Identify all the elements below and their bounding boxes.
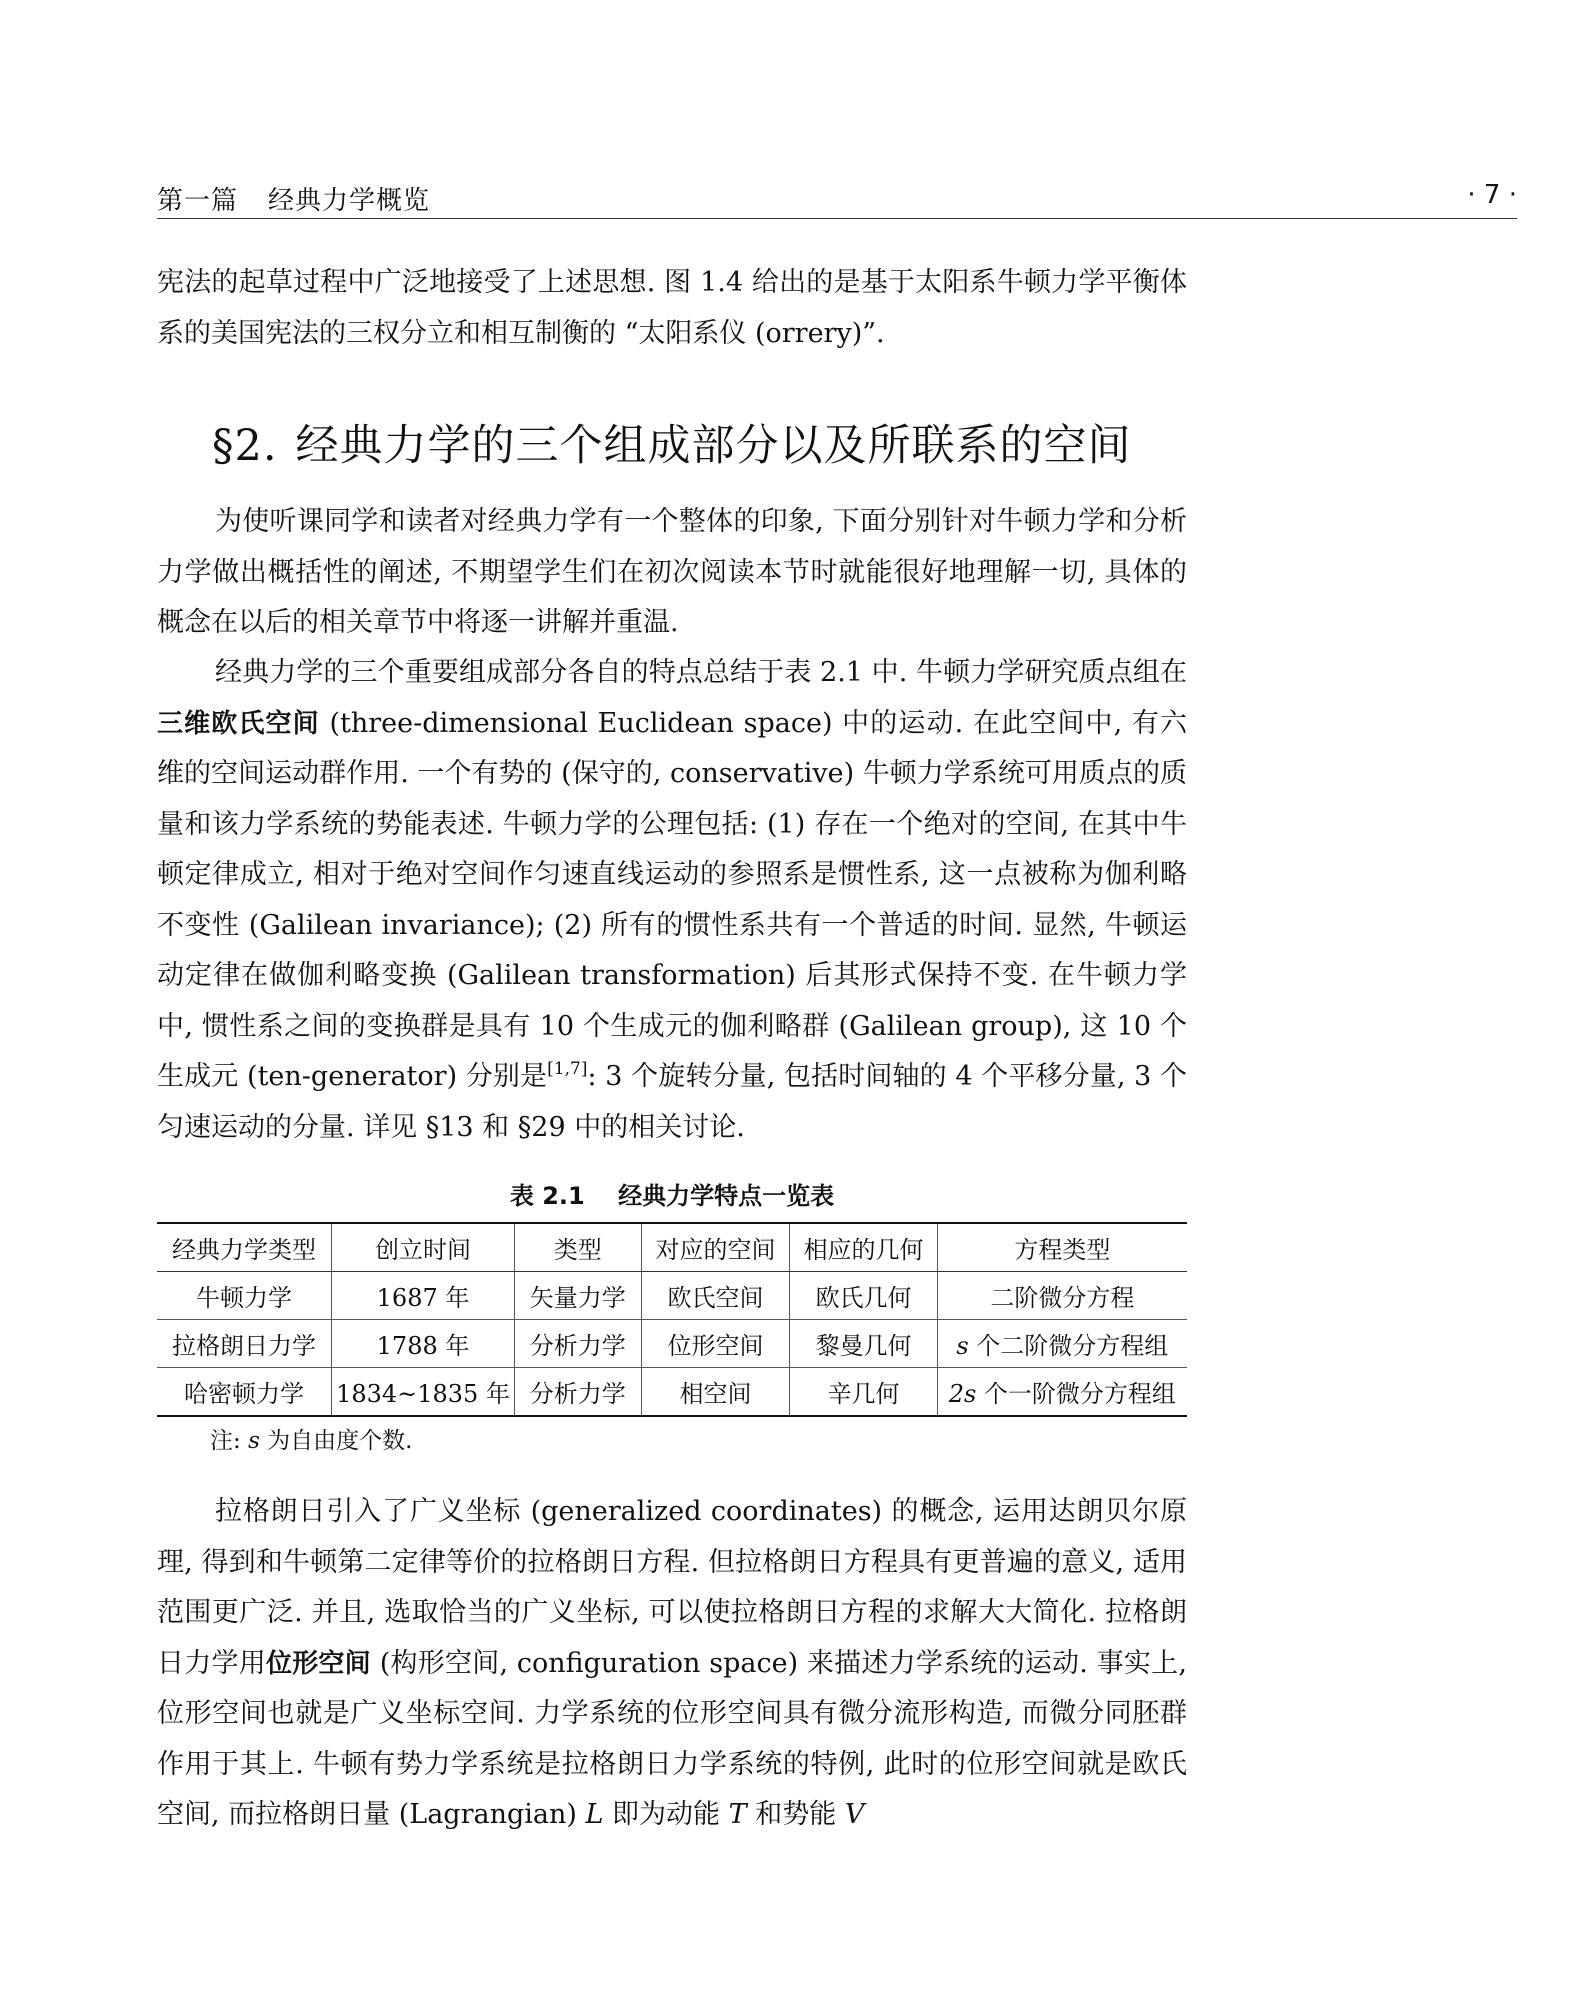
cell-type: 分析力学 <box>514 1368 641 1417</box>
cell-type: 分析力学 <box>514 1320 641 1368</box>
col-header-geometry: 相应的几何 <box>790 1223 937 1272</box>
cell-equation <box>937 1320 1187 1368</box>
col-header-year: 创立时间 <box>332 1223 515 1272</box>
running-header-title <box>157 180 430 217</box>
table-row <box>157 1320 1187 1368</box>
section-heading <box>212 412 1132 473</box>
paragraph-newtonian <box>157 648 1187 1153</box>
cell-space: 位形空间 <box>641 1320 790 1368</box>
term-3d-euclidean-space: 三维欧氏空间 <box>157 708 320 739</box>
cell-geometry: 欧氏几何 <box>790 1272 937 1320</box>
table-note-rest: 为自由度个数. <box>259 1428 413 1454</box>
variable-L: L <box>585 1799 604 1830</box>
variable-V: V <box>844 1799 865 1830</box>
cell-year: 1788 年 <box>332 1320 515 1368</box>
paragraph-newtonian-a: 经典力学的三个重要组成部分各自的特点总结于表 2.1 中. 牛顿力学研究质点组在 <box>215 657 1187 688</box>
equation-variable: 2s <box>948 1380 977 1408</box>
col-header-equation: 方程类型 <box>937 1223 1187 1272</box>
paragraph-overview-text: 为使听课同学和读者对经典力学有一个整体的印象, 下面分别针对牛顿力学和分析力学做出概括性的阐述, 不期望学生们在初次阅读本节时就能很好地理解一切, 具体的概念在以后的相关章节中将逐一讲解并重温. <box>157 506 1187 638</box>
table-row <box>157 1368 1187 1417</box>
paragraph-newtonian-b: (three-dimensional Euclidean space) 中的运动. 在此空间中, 有六维的空间运动群作用. 一个有势的 (保守的, conservative) 牛顿力学系统可用质点的质量和该力学系统的势能表述. 牛顿力学的公理包括: (1) 存在一个绝对的空间, 在其中牛顿定律成立, 相对于绝对空间作匀速直线运动的参照系是惯性系, 这一点被称为伽利略不变性 (Galilean invariance); (2) 所有的惯性系共有一个普适的时间. 显然, 牛顿运动定律在做伽利略变换 (Galilean transformation) 后其形式保持不变. 在牛顿力学中, 惯性系之间的变换群是具有 10 个生成元的伽利略群 (Galilean group), 这 10 个生成元 (ten-generator) 分别是 <box>157 707 1187 1092</box>
part-title: 经典力学概览 <box>268 186 431 216</box>
cell-space: 相空间 <box>641 1368 790 1417</box>
paragraph-newtonian-c: : 3 个旋转分量, 包括时间轴的 4 个平移分量, 3 个匀速运动的分量. 详见 §13 和 §29 中的相关讨论. <box>157 1061 1187 1143</box>
intro-paragraph <box>157 258 1187 359</box>
paragraph-lagrangian-a: 拉格朗日引入了广义坐标 (generalized coordinates) 的概念, 运用达朗贝尔原理, 得到和牛顿第二定律等价的拉格朗日方程. 但拉格朗日方程具有更普遍的意义, 适用范围更广泛. 并且, 选取恰当的广义坐标, 可以使拉格朗日方程的求解大大简化. 拉格朗日力学用 <box>157 1496 1187 1679</box>
equation-rest: 个二阶微分方程组 <box>968 1332 1169 1360</box>
paragraph-lagrangian <box>157 1487 1187 1841</box>
term-configuration-space: 位形空间 <box>265 1648 371 1679</box>
table-row <box>157 1272 1187 1320</box>
table-header-row <box>157 1223 1187 1272</box>
paragraph-lagrangian-d: 和势能 <box>746 1799 845 1830</box>
section-number: §2. <box>212 421 278 471</box>
paragraph-lagrangian-b: (构形空间, configuration space) 来描述力学系统的运动. 事实上, 位形空间也就是广义坐标空间. 力学系统的位形空间具有微分流形构造, 而微分同胚群作用于其上. 牛顿有势力学系统是拉格朗日力学系统的特例, 此时的位形空间就是欧氏空间, 而拉格朗日量 (Lagrangian) <box>157 1647 1187 1830</box>
cell-equation <box>937 1272 1187 1320</box>
variable-T: T <box>728 1799 747 1830</box>
mechanics-features-table <box>157 1222 1187 1417</box>
table-note-variable: s <box>248 1428 260 1454</box>
equation-rest: 个一阶微分方程组 <box>976 1380 1176 1408</box>
col-header-space: 对应的空间 <box>641 1223 790 1272</box>
cell-geometry: 辛几何 <box>790 1368 937 1417</box>
table-caption: 表 2.1 经典力学特点一览表 <box>509 1182 835 1210</box>
cell-equation <box>937 1368 1187 1417</box>
cell-kind: 哈密顿力学 <box>157 1368 332 1417</box>
table-note <box>210 1422 413 1455</box>
page-number: · 7 · <box>1467 180 1517 210</box>
equation-variable: s <box>956 1332 969 1360</box>
cell-year: 1687 年 <box>332 1272 515 1320</box>
citation-ref[interactable]: [1,7] <box>547 1059 588 1079</box>
cell-kind: 牛顿力学 <box>196 1284 293 1312</box>
col-header-type: 类型 <box>514 1223 641 1272</box>
paragraph-lagrangian-c: 即为动能 <box>603 1799 729 1830</box>
equation-rest: 二阶微分方程 <box>990 1284 1135 1312</box>
cell-year: 1834~1835 年 <box>332 1368 515 1417</box>
running-header <box>157 176 1517 219</box>
cell-space: 欧氏空间 <box>641 1272 790 1320</box>
cell-kind: 拉格朗日力学 <box>157 1320 332 1368</box>
col-header-kind: 经典力学类型 <box>157 1223 332 1272</box>
part-label: 第一篇 <box>157 186 239 216</box>
intro-paragraph-text: 宪法的起草过程中广泛地接受了上述思想. 图 1.4 给出的是基于太阳系牛顿力学平衡体系的美国宪法的三权分立和相互制衡的 “太阳系仪 (orrery)”. <box>157 267 1187 349</box>
paragraph-overview <box>157 497 1187 649</box>
cell-type: 矢量力学 <box>514 1272 641 1320</box>
cell-geometry: 黎曼几何 <box>790 1320 937 1368</box>
table-note-prefix: 注: <box>210 1428 249 1454</box>
section-title: 经典力学的三个组成部分以及所联系的空间 <box>295 421 1132 471</box>
